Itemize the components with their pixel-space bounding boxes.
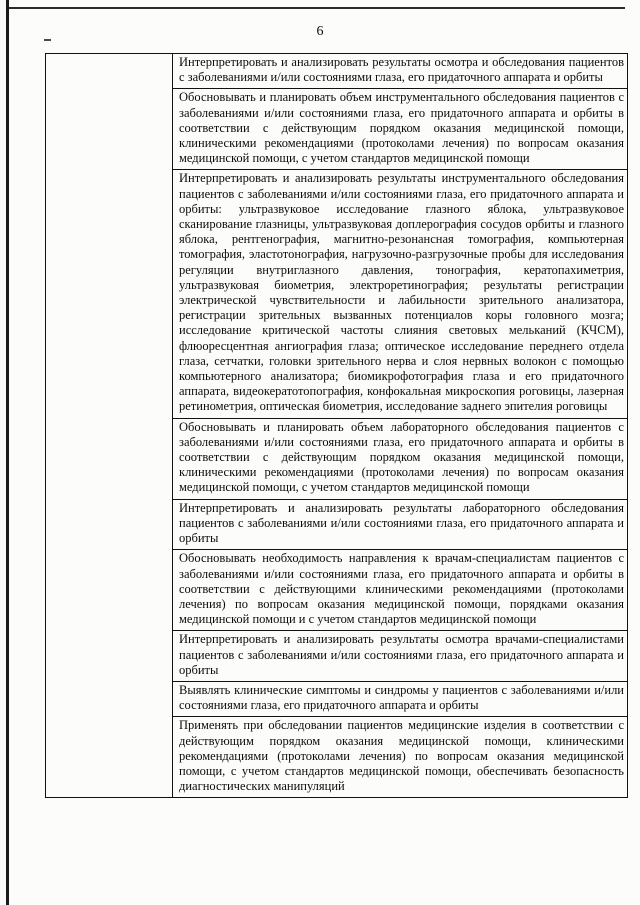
requirements-table <box>45 53 628 798</box>
table-row: Обосновывать и планировать объем лабораторного обследования пациентов с заболеваниями и/или состояниями глаза, его придаточного аппарата и орбиты в соответствии с действующим порядком оказания медицинской помощи, клиническими рекомендациями (протоколами лечения) по вопросам оказания медицинской помощи, с учетом стандартов медицинской помощи <box>173 419 627 500</box>
page-number: 6 <box>316 24 324 39</box>
table-row: Интерпретировать и анализировать результаты осмотра врачами-специалистами пациентов с заболеваниями и/или состояниями глаза, его придаточного аппарата и орбиты <box>173 631 627 682</box>
table-right-column <box>173 54 627 797</box>
table-left-column-empty <box>46 54 173 797</box>
scan-artifact-top-line <box>9 7 625 9</box>
table-row: Применять при обследовании пациентов медицинские изделия в соответствии с действующим порядком оказания медицинской помощи, клиническими рекомендациями (протоколами лечения) по вопросам оказания медицинской помощи, с учетом стандартов медицинской помощи, обеспечивать безопасность диагностических манипуляций <box>179 718 624 794</box>
table-row: Выявлять клинические симптомы и синдромы у пациентов с заболеваниями и/или состояниями глаза, его придаточного аппарата и орбиты <box>173 682 627 717</box>
scan-artifact-left-line <box>6 0 9 905</box>
table-row: Обосновывать необходимость направления к врачам-специалистам пациентов с заболеваниями и/или состояниями глаза, его придаточного аппарата и орбиты в соответствии с действующими клиническими рекомендациями (протоколами лечения) по вопросам оказания медицинской помощи, порядками оказания медицинской помощи и с учетом стандартов медицинской помощи <box>173 550 627 631</box>
table-row: Интерпретировать и анализировать результаты осмотра и обследования пациентов с заболеваниями и/или состояниями глаза, его придаточного аппарата и орбиты <box>173 54 627 89</box>
table-row: Обосновывать и планировать объем инструментального обследования пациентов с заболеваниями и/или состояниями глаза, его придаточного аппарата и орбиты в соответствии с действующим порядком оказания медицинской помощи, клиническими рекомендациями (протоколами лечения) по вопросам оказания медицинской помощи, с учетом стандартов медицинской помощи <box>173 89 627 170</box>
table-row: Интерпретировать и анализировать результаты инструментального обследования пациентов с заболеваниями и/или состояниями глаза, его придаточного аппарата и орбиты: ультразвуковое исследование глазного яблока, ультразвуковое сканирование глазницы, ультразвуковая доплерография сосудов орбиты и глазного яблока, рентгенография, магнитно-резонансная томография, компьютерная томография, эластотонография, нагрузочно-разгрузочные пробы для исследования регуляции внутриглазного давления, тонография, кератопахиметрия, ультразвуковая биометрия, электроретинография; результаты регистрации электрической чувствительности и лабильности зрительного анализатора, регистрации зрительных вызванных потенциалов коры головного мозга; исследование критической частоты слияния световых мельканий (КЧСМ), флюоресцентная ангиография глаза; оптическое исследование переднего отдела глаза, сетчатки, головки зрительного нерва и слоя нервных волокон с помощью компьютерного анализатора; биомикрофотография глаза и его придаточного аппарата, видеокератотопография, конфокальная микроскопия роговицы, лазерная ретинометрия, оптическая биометрия, исследование заднего эпителия роговицы <box>173 170 627 418</box>
table-row: Интерпретировать и анализировать результаты лабораторного обследования пациентов с заболеваниями и/или состояниями глаза, его придаточного аппарата и орбиты <box>173 500 627 551</box>
